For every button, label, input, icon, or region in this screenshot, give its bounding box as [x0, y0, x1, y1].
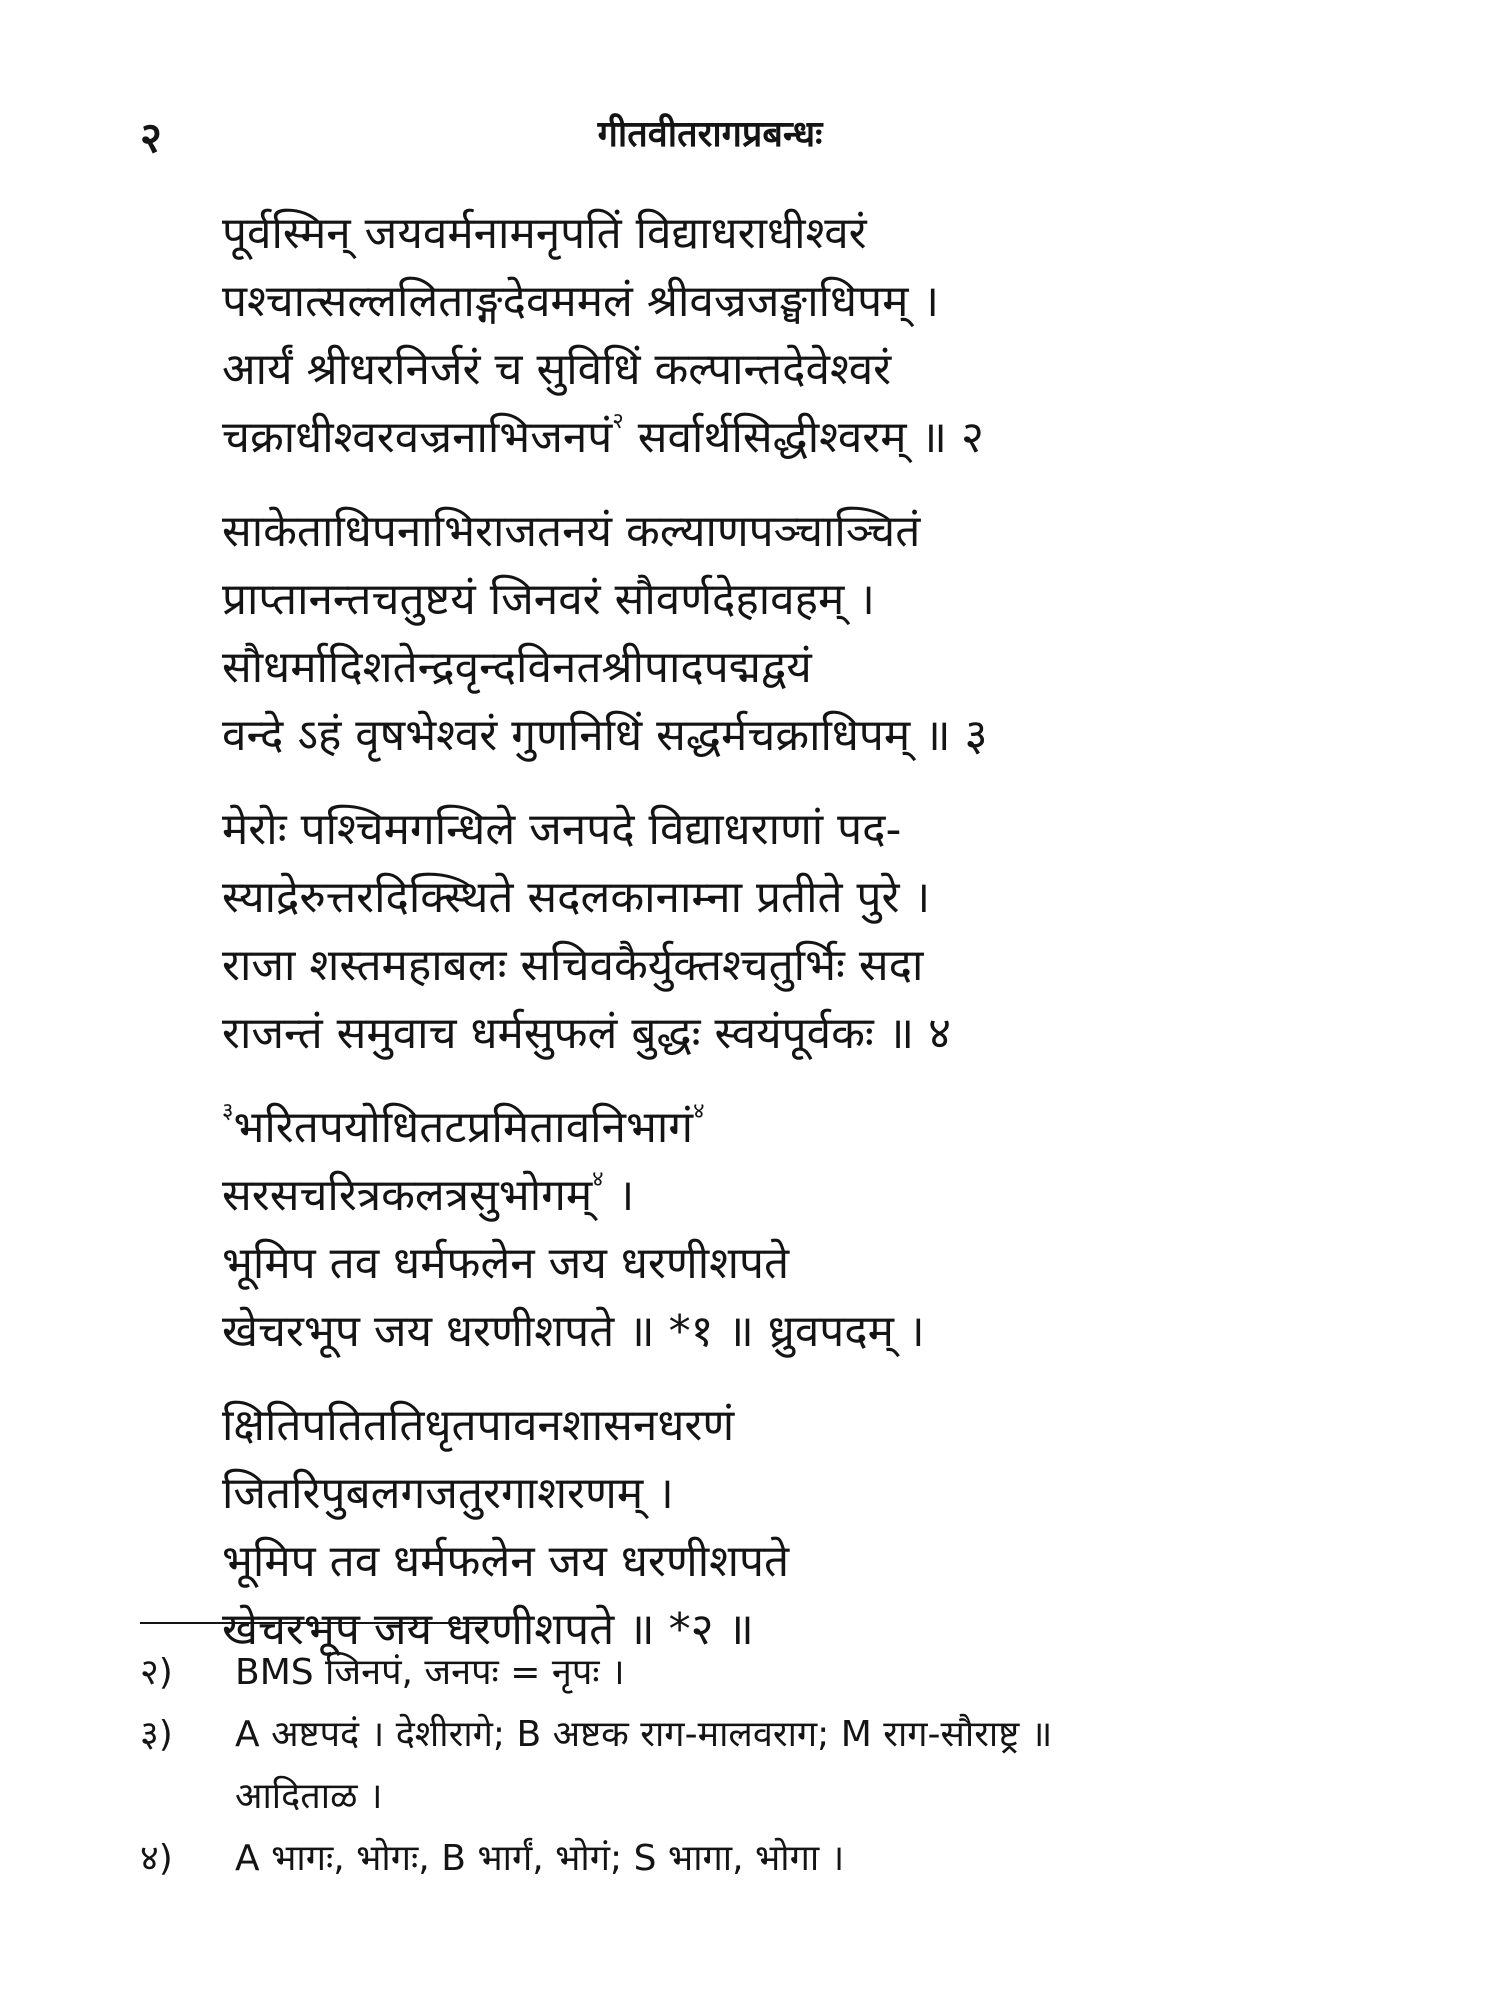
- verse-text: स्याद्रेरुत्तरदिक्स्थिते सदलकानाम्ना प्रतीते पुरे ।: [222, 872, 931, 923]
- verse-line: [222, 796, 1362, 864]
- verse-block: [222, 200, 1362, 1690]
- footnote: [140, 1704, 1400, 1766]
- verse-text: चक्राधीश्वरवज्रनाभिजनपं: [222, 412, 613, 463]
- verse-text: भूमिप तव धर्मफलेन जय धरणीशपते: [222, 1238, 790, 1289]
- footnote-text: A अष्टपदं । देशीरागे; B अष्टक राग-मालवराग; M राग-सौराष्ट्र ॥: [235, 1714, 1053, 1755]
- verse-line: [222, 200, 1362, 268]
- verse-text: साकेताधिपनाभिराजतनयं कल्याणपञ्चाञ्चितं: [222, 506, 921, 557]
- verse-text: सौधर्मादिशतेन्द्रवृन्दविनतश्रीपादपद्मद्वयं: [222, 642, 812, 693]
- verse-line: [222, 498, 1362, 566]
- verse-text: भरितपयोधितटप्रमितावनिभागं: [233, 1102, 694, 1153]
- verse-number: ४: [928, 1008, 951, 1059]
- footnote-divider: [140, 1622, 485, 1624]
- verse-text: आर्यं श्रीधरनिर्जरं च सुविधिं कल्पान्तदेवेश्वरं: [222, 344, 892, 395]
- verse-line: [222, 1094, 1362, 1162]
- verse-text: मेरोः पश्चिमगन्धिले जनपदे विद्याधराणां पद-: [222, 804, 902, 855]
- verse-text: राजा शस्तमहाबलः सचिवकैर्युक्तश्चतुर्भिः सदा: [222, 940, 924, 991]
- verse-text: राजन्तं समुवाच धर्मसुफलं बुद्धः स्वयंपूर्वकः ॥: [222, 1008, 915, 1059]
- page-header: [140, 108, 1280, 162]
- verse-text: प्राप्तानन्तचतुष्टयं जिनवरं सौवर्णदेहावहम् ।: [222, 574, 875, 625]
- verse-text: भूमिप तव धर्मफलेन जय धरणीशपते: [222, 1536, 790, 1587]
- verse-line: [222, 1162, 1362, 1230]
- footnote-number: ३): [140, 1714, 173, 1755]
- footnote-marker: ३: [222, 1099, 234, 1124]
- verse-text: सरसचरित्रकलत्रसुभोगम्: [222, 1170, 593, 1221]
- stanza: [222, 200, 1362, 472]
- verse-line: [222, 702, 1362, 770]
- verse-text: वन्दे ऽहं वृषभेश्वरं गुणनिधिं सद्धर्मचक्राधिपम् ॥: [222, 710, 951, 761]
- verse-line: [222, 932, 1362, 1000]
- verse-line: [222, 1392, 1362, 1460]
- footnote-marker: ४: [693, 1099, 705, 1124]
- page-number: २: [140, 113, 162, 162]
- footnotes: [140, 1642, 1400, 1890]
- footnote-text: BMS जिनपं, जनपः = नृपः ।: [235, 1652, 625, 1693]
- stanza: [222, 1094, 1362, 1366]
- verse-number: २: [960, 412, 984, 463]
- footnote-continuation: आदिताळ ।: [235, 1776, 383, 1817]
- footnote-number: ४): [140, 1838, 173, 1879]
- running-title: गीतवीतरागप्रबन्धः: [597, 114, 823, 155]
- verse-text: सर्वार्थसिद्धीश्वरम् ॥: [623, 412, 947, 463]
- verse-line: [222, 268, 1362, 336]
- footnote-marker: २: [612, 409, 624, 434]
- verse-text: खेचरभूप जय धरणीशपते ॥ *१ ॥ ध्रुवपदम् ।: [222, 1306, 925, 1357]
- verse-number: ३: [964, 710, 988, 761]
- verse-text: क्षितिपतिततिधृतपावनशासनधरणं: [222, 1400, 735, 1451]
- verse-line: [222, 336, 1362, 404]
- verse-text: जितरिपुबलगजतुरगाशरणम् ।: [222, 1468, 674, 1519]
- verse-text: पश्चात्सल्ललिताङ्गदेवममलं श्रीवज्रजङ्घाधिपम् ।: [222, 276, 940, 327]
- stanza: [222, 796, 1362, 1068]
- verse-text: पूर्वस्मिन् जयवर्मनामनृपतिं विद्याधराधीश्वरं: [222, 208, 867, 259]
- footnote: [140, 1828, 1400, 1890]
- footnote: [140, 1642, 1400, 1704]
- verse-line: [222, 1460, 1362, 1528]
- verse-line: [222, 634, 1362, 702]
- verse-line: [222, 864, 1362, 932]
- verse-line: [222, 566, 1362, 634]
- verse-text: ।: [603, 1170, 635, 1221]
- verse-line: [222, 1528, 1362, 1596]
- verse-line: [222, 1230, 1362, 1298]
- verse-line: [222, 404, 1362, 472]
- stanza: [222, 498, 1362, 770]
- verse-line: [222, 1000, 1362, 1068]
- footnote-number: २): [140, 1652, 173, 1693]
- footnote-marker: ४: [592, 1167, 604, 1192]
- verse-text: खेचरभूप जय धरणीशपते ॥ *२ ॥: [222, 1604, 754, 1655]
- footnote-text: A भागः, भोगः, B भार्गं, भोगं; S भागा, भोगा ।: [235, 1838, 845, 1879]
- verse-line: [222, 1298, 1362, 1366]
